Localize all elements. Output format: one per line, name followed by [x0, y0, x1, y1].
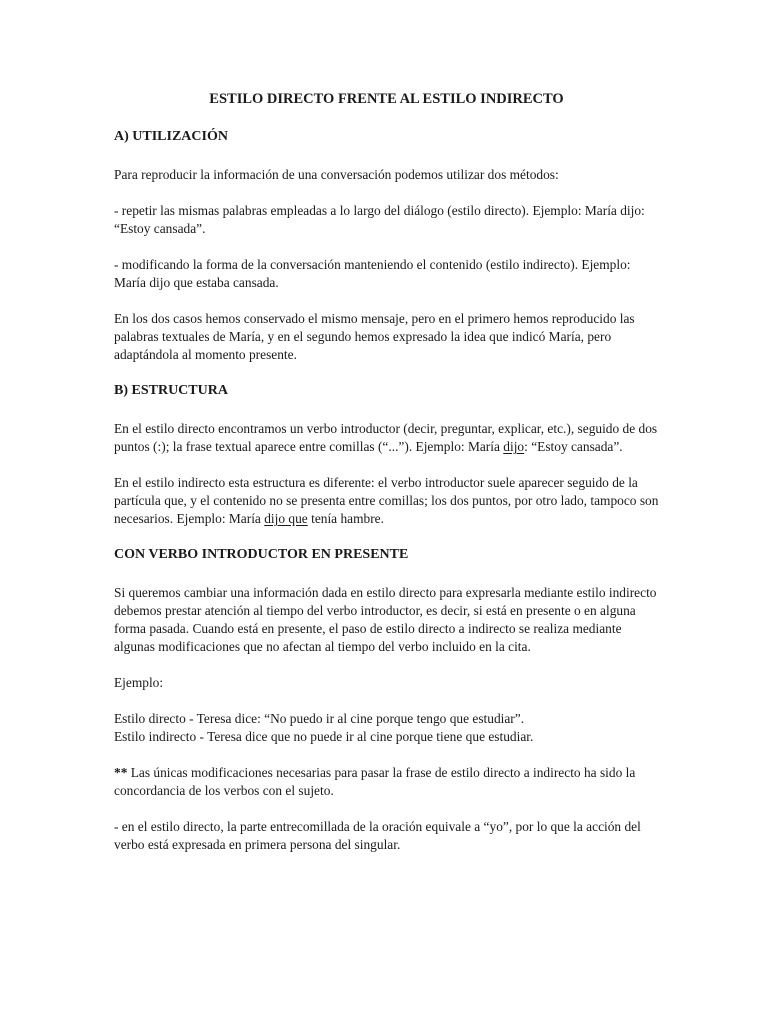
- document-page: [114, 90, 659, 872]
- document-title: ESTILO DIRECTO FRENTE AL ESTILO INDIRECTO: [209, 91, 564, 107]
- section-b-paragraph-2: [114, 474, 659, 528]
- section-a-paragraph-3: - modificando la forma de la conversación manteniendo el contenido (estilo indirecto). Ejemplo: María dijo que estaba cansada.: [114, 257, 631, 290]
- section-c-paragraph-1: Si queremos cambiar una información dada en estilo directo para expresarla mediante estilo indirecto debemos prestar atención al tiempo del verbo introductor, es decir, si está en presente o en alguna forma pasada. Cuando está en presente, el paso de estilo directo a indirecto se realiza mediante algunas modificaciones que no afectan al tiempo del verbo incluido en la cita.: [114, 585, 657, 654]
- direct-style-example: Estilo directo - Teresa dice: “No puedo ir al cine porque tengo que estudiar”.: [114, 711, 525, 726]
- section-a-heading: A) UTILIZACIÓN: [114, 129, 228, 144]
- section-b-p2-text-after: tenía hambre.: [307, 511, 384, 526]
- section-c-paragraph-5: - en el estilo directo, la parte entrecomillada de la oración equivale a “yo”, por lo que la acción del verbo está expresada en primera persona del singular.: [114, 819, 641, 852]
- section-b-p1-underlined: dijo: [503, 439, 525, 454]
- section-b-p1-text-after: : “Estoy cansada”.: [524, 439, 623, 454]
- section-a-paragraph-4: En los dos casos hemos conservado el mismo mensaje, pero en el primero hemos reproducido las palabras textuales de María, y en el segundo hemos expresado la idea que indicó María, pero adaptándola al momento presente.: [114, 311, 635, 362]
- section-c-paragraph-4: [114, 764, 659, 800]
- note-stars: **: [114, 765, 128, 780]
- note-text: Las únicas modificaciones necesarias para pasar la frase de estilo directo a indirecto ha sido la concordancia de los verbos con el sujeto.: [114, 765, 636, 798]
- section-c-heading: CON VERBO INTRODUCTOR EN PRESENTE: [114, 547, 409, 562]
- section-a-paragraph-2: - repetir las mismas palabras empleadas a lo largo del diálogo (estilo directo). Ejemplo: María dijo: “Estoy cansada”.: [114, 203, 645, 236]
- indirect-style-example: Estilo indirecto - Teresa dice que no puede ir al cine porque tiene que estudiar.: [114, 729, 534, 744]
- section-b-paragraph-1: [114, 420, 659, 456]
- section-b-p1-text-before: En el estilo directo encontramos un verbo introductor (decir, preguntar, explicar, etc.), seguido de dos puntos (:); la frase textual aparece entre comillas (“...”). Ejemplo: María: [114, 421, 658, 454]
- section-c-paragraph-3: [114, 710, 659, 746]
- section-b-heading: B) ESTRUCTURA: [114, 383, 228, 398]
- section-c-paragraph-2: Ejemplo:: [114, 675, 164, 690]
- section-b-p2-underlined: dijo que: [264, 511, 308, 526]
- section-b-p2-text-before: En el estilo indirecto esta estructura es diferente: el verbo introductor suele aparecer seguido de la partícula que, y el contenido no se presenta entre comillas; los dos puntos, por otro lado, tampoco son necesarios. Ejemplo: María: [114, 475, 659, 526]
- section-a-paragraph-1: Para reproducir la información de una conversación podemos utilizar dos métodos:: [114, 167, 559, 182]
